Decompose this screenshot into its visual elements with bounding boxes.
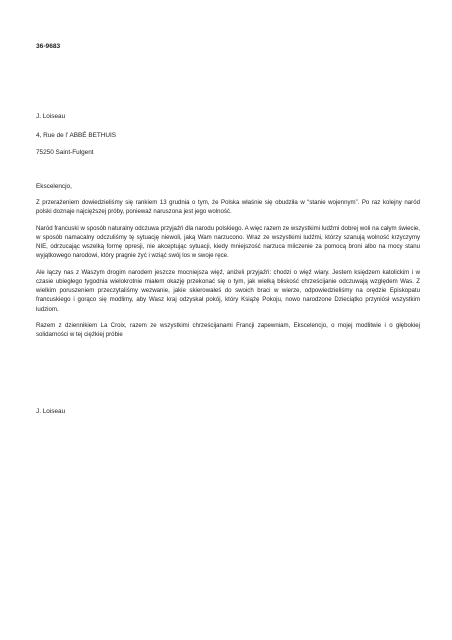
- paragraph-4: Razem z dziennikiem La Croix, razem ze wszystkimi chrześcijanami Francji zapewniam, Ekscelencjo, o mojej modlitwie i o głębokiej solidarności w tej ciężkiej próbie: [36, 321, 420, 338]
- salutation: Ekscelencjo,: [36, 183, 72, 190]
- letter-body: [36, 198, 420, 346]
- reference-number: 36-9683: [36, 43, 61, 50]
- sender-street: 4, Rue de l’ ABBÉ BETHUIS: [36, 132, 117, 139]
- signature: J. Loiseau: [36, 408, 66, 415]
- paragraph-2: Naród francuski w sposób naturalny odczuwa przyjaźń dla narodu polskiego. A więc razem ze wszystkimi ludźmi dobrej woli na całym świecie, w sposób namacalny odczuliśmy tę sytuację niewoli, jaką Wam narzucono. Wraz ze wszystkimi ludźmi, którzy szanują wolność krzyczymy NIE, odrzucając wszelką formę opresji, nie akceptując sytuacji, kiedy mniejszość narzuca milczenie za pomocą broni albo na mocy stanu wyjątkowego narodowi, który pragnie żyć i wziąć swój los w swoje ręce.: [36, 224, 420, 260]
- paragraph-3: Ale łączy nas z Waszym drogim narodem jeszcze mocniejsza więź, aniżeli przyjaźń: chodzi o więź wiary. Jestem księdzem katolickim i w czasie ubiegłego tygodnia wielokrotnie miałem okazję przekonać się o tym, jak wielką bliskość chrześcijanie odczuwają względem Was. Z wielkim poruszeniem przeczytaliśmy wezwanie, jakie skierowałeś do swoich braci w wierze, odpowiedzieliśmy na orędzie Episkopatu francuskiego i gorąco się modlimy, aby Wasz kraj odzyskał pokój, który Książę Pokoju, nowo narodzone Dzieciątko przyniósł wszystkim ludziom.: [36, 268, 420, 313]
- sender-city: 75250 Saint-Fulgent: [36, 149, 94, 156]
- sender-name: J. Loiseau: [36, 113, 66, 120]
- paragraph-1: Z przerażeniem dowiedzieliśmy się rankiem 13 grudnia o tym, że Polska właśnie się obudziła w “stanie wojennym”. Po raz kolejny naród polski doznaje najcięższej próby, ponieważ naruszona jest jego wolność.: [36, 199, 420, 216]
